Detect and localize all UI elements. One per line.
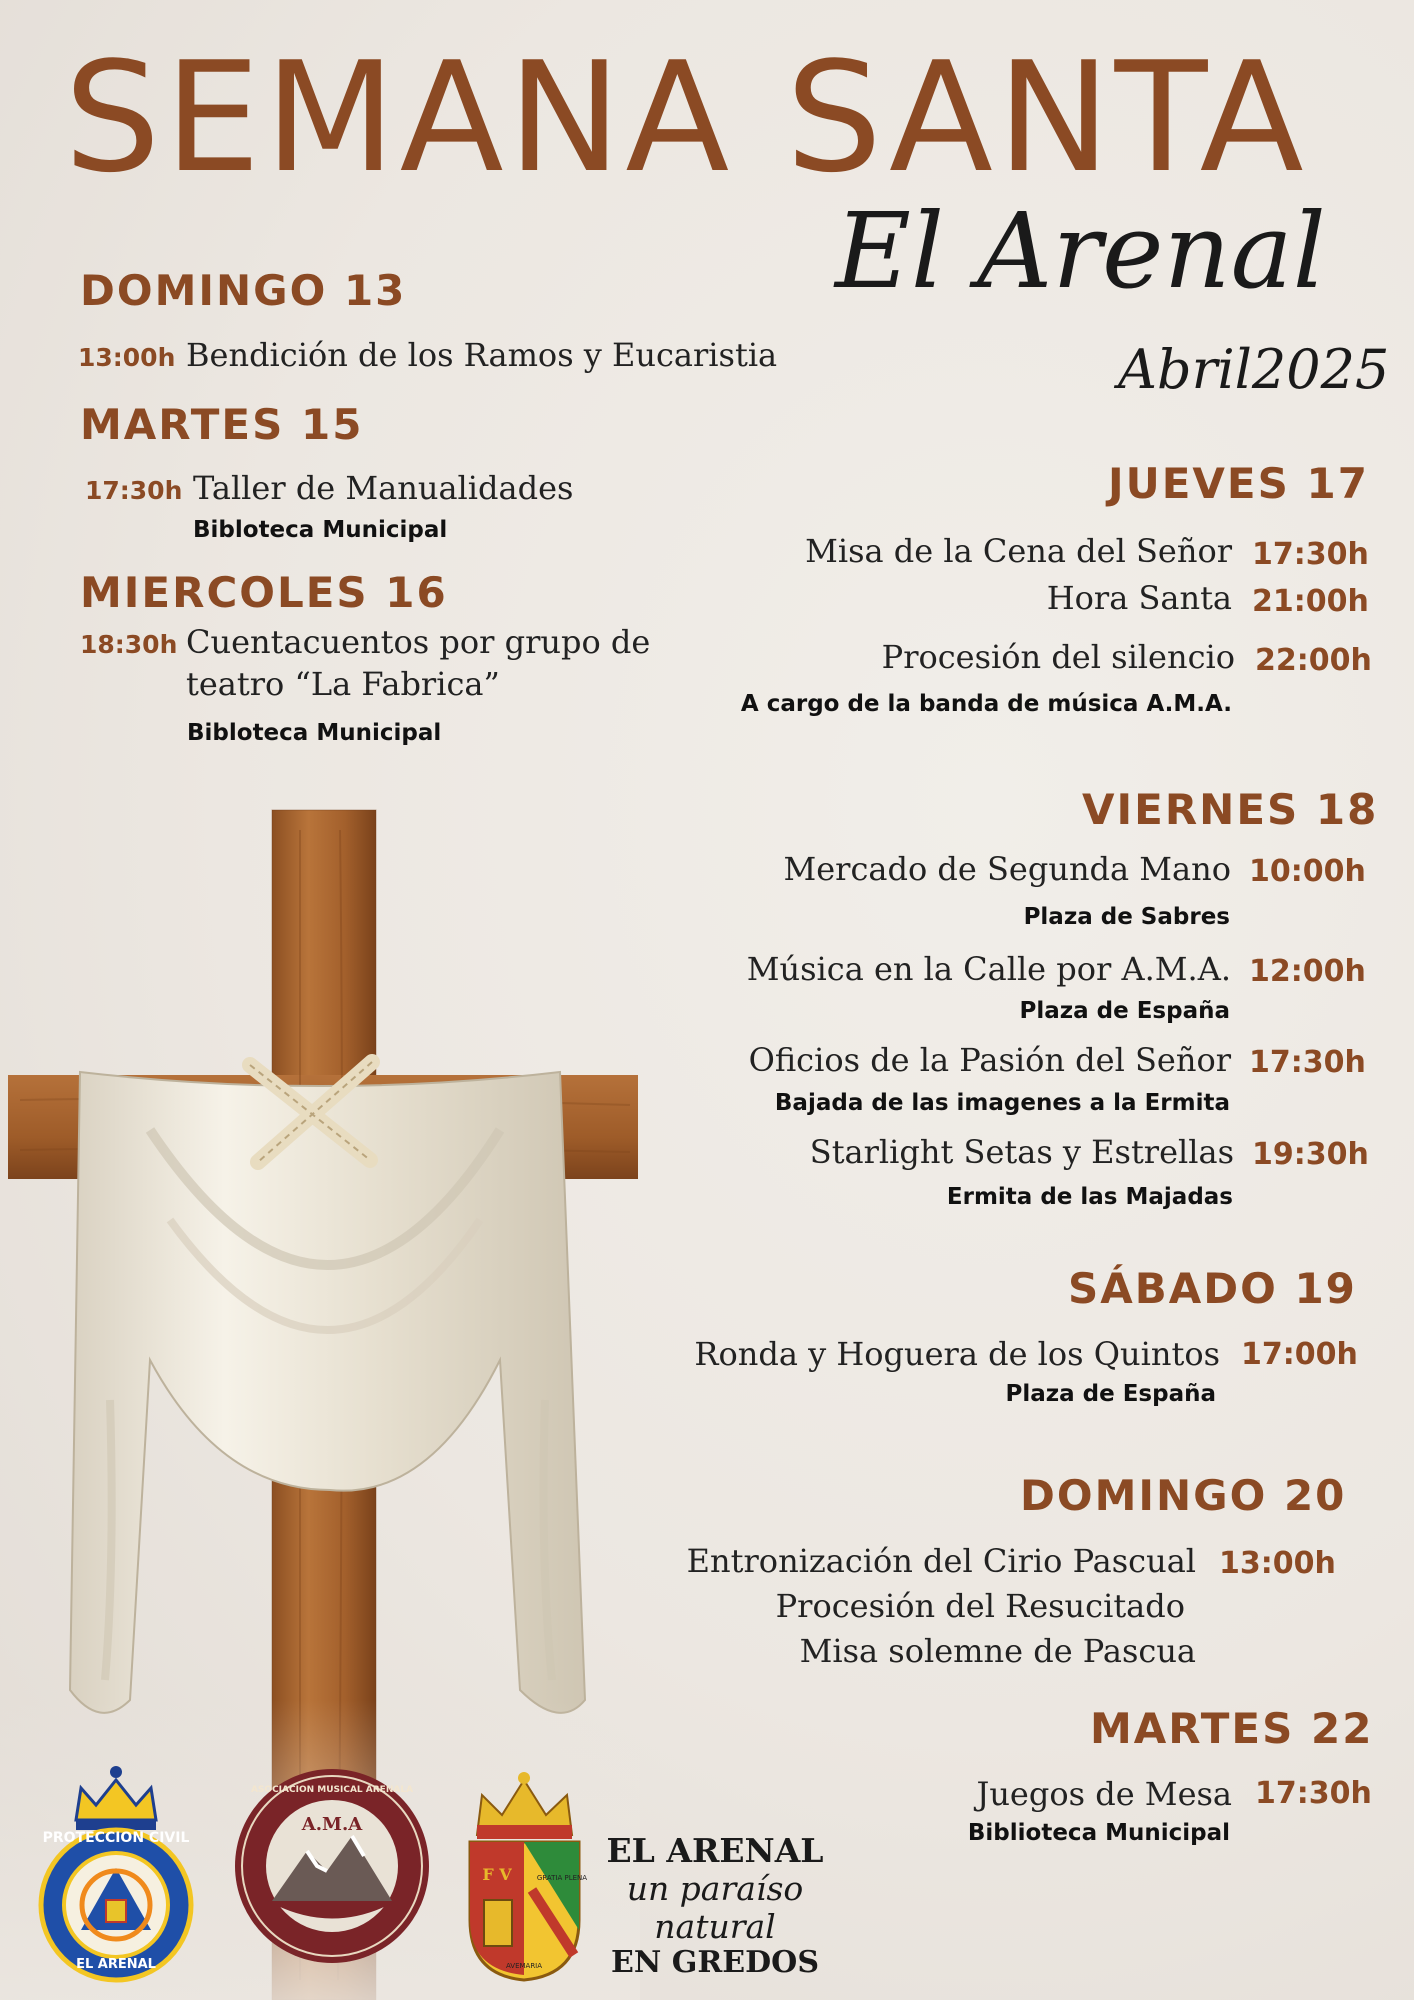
event-time: 13:00h <box>1219 1546 1336 1581</box>
event-place: Bibloteca Municipal <box>187 720 442 746</box>
event-time: 17:30h <box>1255 1776 1372 1811</box>
svg-text:F V: F V <box>482 1865 512 1884</box>
event-place: Ermita de las Majadas <box>946 1184 1233 1210</box>
event-date: Abril2025 <box>1118 338 1390 401</box>
event-title: Entronización del Cirio Pascual <box>686 1542 1196 1580</box>
event-title: Misa solemne de Pascua <box>799 1632 1196 1670</box>
day-heading-miercoles-16: MIERCOLES 16 <box>80 568 448 617</box>
event-title: Taller de Manualidades <box>193 469 574 507</box>
tagline <box>585 1832 845 1980</box>
event-title: Música en la Calle por A.M.A. <box>746 950 1231 988</box>
event-place: Plaza de Sabres <box>1023 904 1230 930</box>
day-heading-domingo-13: DOMINGO 13 <box>80 266 407 315</box>
event-time: 13:00h <box>78 343 176 372</box>
event-place: Biblioteca Municipal <box>967 1820 1230 1846</box>
event-time: 17:30h <box>1252 537 1369 572</box>
event-title: Juegos de Mesa <box>976 1775 1232 1813</box>
logo-text-ama: A.M.A <box>301 1814 363 1835</box>
day-heading-martes-22: MARTES 22 <box>1090 1704 1374 1753</box>
tagline-line3: EN GREDOS <box>611 1944 819 1980</box>
event-time: 19:30h <box>1252 1137 1369 1172</box>
tagline-line1: EL ARENAL <box>606 1831 824 1870</box>
event-title: Bendición de los Ramos y Eucaristia <box>186 336 778 374</box>
event-time: 21:00h <box>1252 584 1369 619</box>
event-title: Procesión del silencio <box>881 638 1235 676</box>
event-title-line1: Cuentacuentos por grupo de <box>186 623 651 661</box>
event-time: 17:30h <box>85 476 183 505</box>
logo-text-bottom: EL ARENAL <box>76 1957 156 1972</box>
event-place: Plaza de España <box>1005 1381 1216 1407</box>
event-title: Mercado de Segunda Mano <box>783 850 1231 888</box>
day-heading-sabado-19: SÁBADO 19 <box>1068 1264 1357 1313</box>
page-subtitle: El Arenal <box>835 190 1326 312</box>
event-note: A cargo de la banda de música A.M.A. <box>740 691 1232 717</box>
event-time: 22:00h <box>1255 643 1372 678</box>
ama-music-association-logo <box>232 1766 432 1966</box>
event-title: Oficios de la Pasión del Señor <box>748 1041 1231 1079</box>
event-title: Starlight Setas y Estrellas <box>809 1133 1234 1171</box>
event-time: 17:30h <box>1249 1045 1366 1080</box>
day-heading-viernes-18: VIERNES 18 <box>1082 785 1379 834</box>
event-title: Misa de la Cena del Señor <box>805 532 1232 570</box>
day-heading-domingo-20: DOMINGO 20 <box>1020 1471 1347 1520</box>
event-title-line2: teatro “La Fabrica” <box>186 665 500 703</box>
event-place: Plaza de España <box>1019 998 1230 1024</box>
event-title: Ronda y Hoguera de los Quintos <box>694 1335 1220 1373</box>
event-place: Bibloteca Municipal <box>193 517 448 543</box>
day-heading-jueves-17: JUEVES 17 <box>1108 459 1369 508</box>
event-time: 10:00h <box>1249 854 1366 889</box>
event-time: 17:00h <box>1241 1337 1358 1372</box>
event-title: Hora Santa <box>1046 579 1232 617</box>
proteccion-civil-logo <box>36 1760 196 1985</box>
tagline-line2: un paraíso natural <box>626 1868 804 1946</box>
page-title: SEMANA SANTA <box>64 29 1308 206</box>
event-time: 12:00h <box>1249 954 1366 989</box>
coat-left-text: AVEMARIA <box>505 1962 543 1970</box>
day-heading-martes-15: MARTES 15 <box>80 400 364 449</box>
event-place: Bajada de las imagenes a la Ermita <box>774 1090 1230 1116</box>
el-arenal-coat-of-arms <box>462 1770 587 1985</box>
event-title: Procesión del Resucitado <box>775 1587 1185 1625</box>
coat-right-text: GRATIA PLENA <box>536 1874 587 1882</box>
logo-text-ring: ASOCIACION MUSICAL ARENALA <box>250 1785 414 1795</box>
logo-text-ring: PROTECCION CIVIL <box>42 1830 190 1846</box>
event-time: 18:30h <box>80 630 178 659</box>
